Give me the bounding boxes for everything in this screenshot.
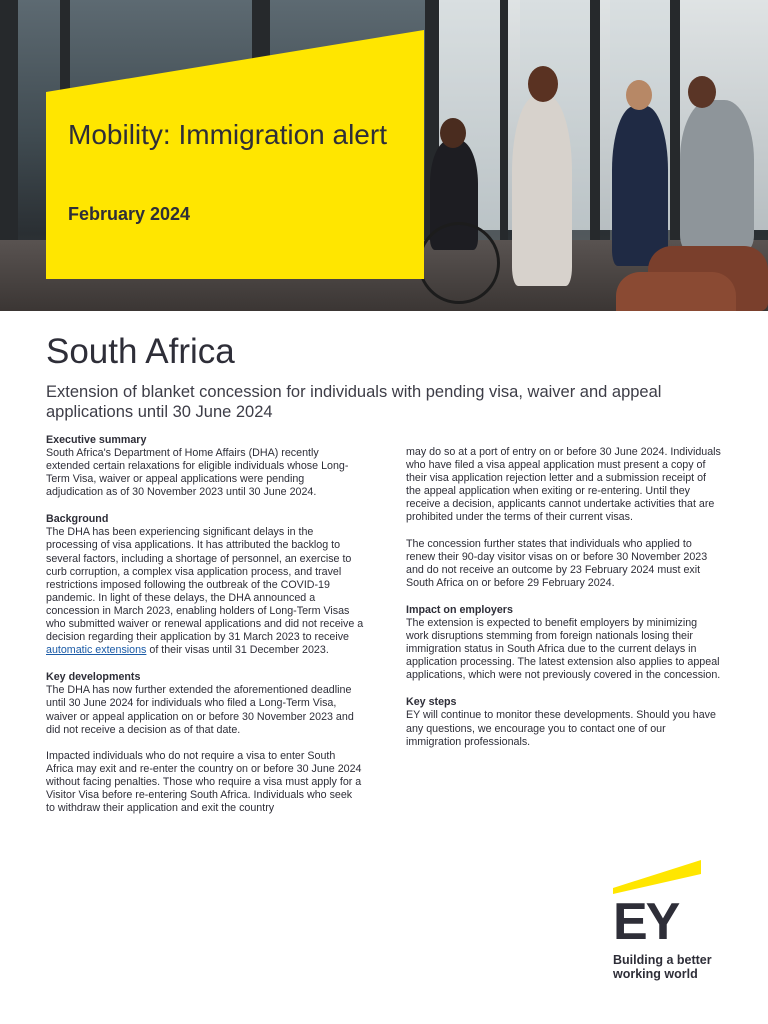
impact-text: The extension is expected to benefit employers by minimizing work disruptions stemming from foreign nationals losing their immigration status in South Africa due to the current delays in application processing. The latest extension also applies to appeal applications, which were not previously covered in the concession.: [406, 616, 721, 682]
key-steps-heading: Key steps: [406, 696, 457, 709]
key-developments-text-1: The DHA has now further extended the aforementioned deadline until 30 June 2024 for individuals who filed a Long-Term Visa, waiver or appeal application on or before 30 November 2023 and did not receive a decision as of that date.: [46, 684, 354, 736]
exec-summary-heading: Executive summary: [46, 434, 147, 446]
key-developments-text-2: Impacted individuals who do not require a visa to enter South Africa may exit and re-enter the country on or before 30 June 2024 without facing penalties. Those who require a visa must apply for a Visitor Visa before re-entering South Africa. Individuals who seek to withdraw their application and exit the country: [46, 749, 362, 815]
ey-letters: EY: [613, 893, 679, 951]
key-developments-heading: Key developments: [46, 671, 141, 684]
ey-tagline: Building a better working world: [613, 953, 712, 981]
ey-logo: [613, 860, 723, 985]
ey-beam-icon: [613, 860, 701, 894]
right-column: [406, 446, 722, 762]
impact-heading: Impact on employers: [406, 603, 513, 616]
automatic-extensions-link[interactable]: automatic extensions: [46, 644, 147, 657]
key-steps-text: EY will continue to monitor these developments. Should you have any questions, we encourage you to contact one of our immigration professionals.: [406, 709, 716, 748]
article-subtitle: Extension of blanket concession for individuals with pending visa, waiver and appeal applications until 30 June 2024: [46, 383, 662, 421]
left-column: [46, 433, 364, 828]
alert-date: February 2024: [68, 204, 191, 224]
continued-text: may do so at a port of entry on or before 30 June 2024. Individuals who have filed a visa appeal application must present a copy of their visa application rejection letter and a submission receipt of the appeal application when exiting or re-entering. Until they receive a decision, applicants cannot undertake activities that are prohibited under the terms of their current visas.: [406, 446, 721, 524]
exec-summary-text: South Africa's Department of Home Affairs (DHA) recently extended certain relaxations for eligible individuals whose Long-Term Visa, waiver or appeal applications were pending adjudication as of 30 November 2023 until 30 June 2024.: [46, 447, 349, 499]
background-heading: Background: [46, 513, 109, 526]
concession-text: The concession further states that individuals who applied to renew their 90-day visitor visas on or before 30 November 2023 and do not receive an outcome by 23 February 2024 must exit South Africa on or before 29 February 2024.: [406, 537, 708, 589]
background-text: The DHA has been experiencing significant delays in the processing of visa applications. It has attributed the backlog to several factors, including a shortage of personnel, an exercise to curb corruption, a complex visa application process, and travel restrictions imposed following the outbreak of the COVID-19 pandemic. In light of these delays, the DHA announced a concession in March 2023, enabling holders of Long-Term Visas who submitted waiver or renewal applications and did not receive a decision regarding their application by 31 March 2023 to receive automatic extensions of their visas until 31 December 2023.: [46, 526, 364, 657]
country-heading: South Africa: [46, 332, 235, 371]
alert-title: Mobility: Immigration alert: [68, 119, 387, 150]
